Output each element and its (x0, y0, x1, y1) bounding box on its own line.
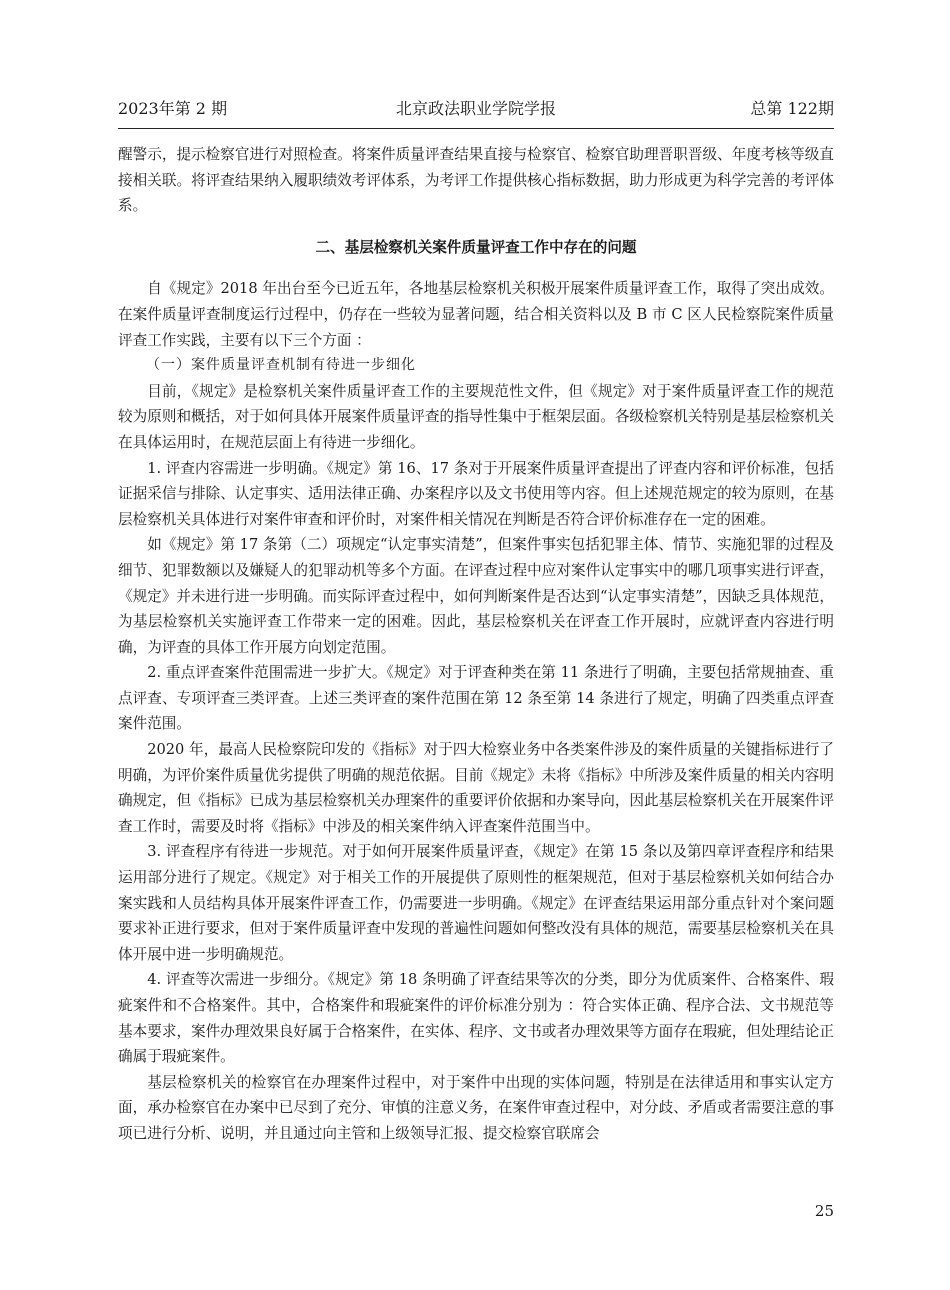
journal-issue: 2023年第 2 期 (118, 99, 228, 118)
article-body (118, 142, 834, 1147)
journal-title: 北京政法职业学院学报 (395, 99, 556, 118)
paragraph: 1. 评查内容需进一步明确。《规定》第 16、17 条对于开展案件质量评查提出了评查内容和评价标准，包括证据采信与排除、认定事实、适用法律正确、办案程序以及文书使用等内容。但上述规范规定的较为原则，在基层检察机关具体进行对案件审查和评价时，对案件相关情况在判断是否符合评价标准存在一定的困难。 (118, 459, 834, 528)
journal-volume: 总第 122期 (750, 99, 834, 118)
paragraph: 2020 年，最高人民检察院印发的《指标》对于四大检察业务中各类案件涉及的案件质量的关键指标进行了明确，为评价案件质量优劣提供了明确的规范依据。目前《规定》未将《指标》中所涉及案件质量的相关内容明确规定，但《指标》已成为基层检察机关办理案件的重要评价依据和办案导向，因此基层检察机关在开展案件评查工作时，需要及时将《指标》中涉及的相关案件纳入评查案件范围当中。 (118, 741, 834, 835)
section-heading: 二、基层检察机关案件质量评查工作中存在的问题 (315, 238, 637, 256)
paragraph: 自《规定》2018 年出台至今已近五年，各地基层检察机关积极开展案件质量评查工作，取得了突出成效。在案件质量评查制度运行过程中，仍存在一些较为显著问题，结合相关资料以及 B 市 C 区人民检察院案件质量评查工作实践，主要有以下三个方面 ： (118, 280, 834, 349)
paragraph: 2. 重点评查案件范围需进一步扩大。《规定》对于评查种类在第 11 条进行了明确，主要包括常规抽查、重点评查、专项评查三类评查。上述三类评查的案件范围在第 12 条至第 14 条进行了规定，明确了四类重点评查案件范围。 (118, 664, 834, 733)
subsection-heading: （一）案件质量评查机制有待进一步细化 (146, 357, 416, 374)
paragraph: 4. 评查等次需进一步细分。《规定》第 18 条明确了评查结果等次的分类，即分为优质案件、合格案件、瑕疵案件和不合格案件。其中，合格案件和瑕疵案件的评价标准分别为 ：符合实体正确、程序合法、文书规范等基本要求，案件办理效果良好属于合格案件，在实体、程序、文书或者办理效果等方面存在瑕疵，但处理结论正确属于瑕疵案件。 (118, 971, 834, 1066)
paragraph: 如《规定》第 17 条第（二）项规定“认定事实清楚”，但案件事实包括犯罪主体、情节、实施犯罪的过程及细节、犯罪数额以及嫌疑人的犯罪动机等多个方面。在评查过程中应对案件认定事实中的哪几项事实进行评查，《规定》并未进行进一步明确。而实际评查过程中，如何判断案件是否达到“认定事实清楚”，因缺乏具体规范，为基层检察机关实施评查工作带来一定的困难。因此，基层检察机关在评查工作开展时，应就评查内容进行明确，为评查的具体工作开展方向划定范围。 (118, 536, 834, 656)
header-divider (118, 128, 834, 129)
running-header (118, 96, 834, 122)
paragraph: 目前，《规定》是检察机关案件质量评查工作的主要规范性文件，但《规定》对于案件质量评查工作的规范较为原则和概括，对于如何具体开展案件质量评查的指导性集中于框架层面。各级检察机关特别是基层检察机关在具体运用时，在规范层面上有待进一步细化。 (118, 382, 834, 451)
page-number: 25 (814, 1202, 834, 1220)
paragraph: 基层检察机关的检察官在办理案件过程中，对于案件中出现的实体问题，特别是在法律适用和事实认定方面，承办检察官在办案中已尽到了充分、审慎的注意义务，在案件审查过程中，对分歧、矛盾或者需要注意的事项已进行分析、说明，并且通过向主管和上级领导汇报、提交检察官联席会 (118, 1073, 834, 1142)
paragraph: 3. 评查程序有待进一步规范。对于如何开展案件质量评查，《规定》在第 15 条以及第四章评查程序和结果运用部分进行了规定。《规定》对于相关工作的开展提供了原则性的框架规范，但对于基层检察机关如何结合办案实践和人员结构具体开展案件评查工作，仍需要进一步明确。《规定》在评查结果运用部分重点针对个案问题要求补正进行要求，但对于案件质量评查中发现的普遍性问题如何整改没有具体的规范，需要基层检察机关在具体开展中进一步明确规范。 (118, 843, 834, 963)
paragraph-continued: 醒警示，提示检察官进行对照检查。将案件质量评查结果直接与检察官、检察官助理晋职晋级、年度考核等级直接相关联。将评查结果纳入履职绩效考评体系，为考评工作提供核心指标数据，助力形成更为科学完善的考评体系。 (118, 146, 834, 215)
